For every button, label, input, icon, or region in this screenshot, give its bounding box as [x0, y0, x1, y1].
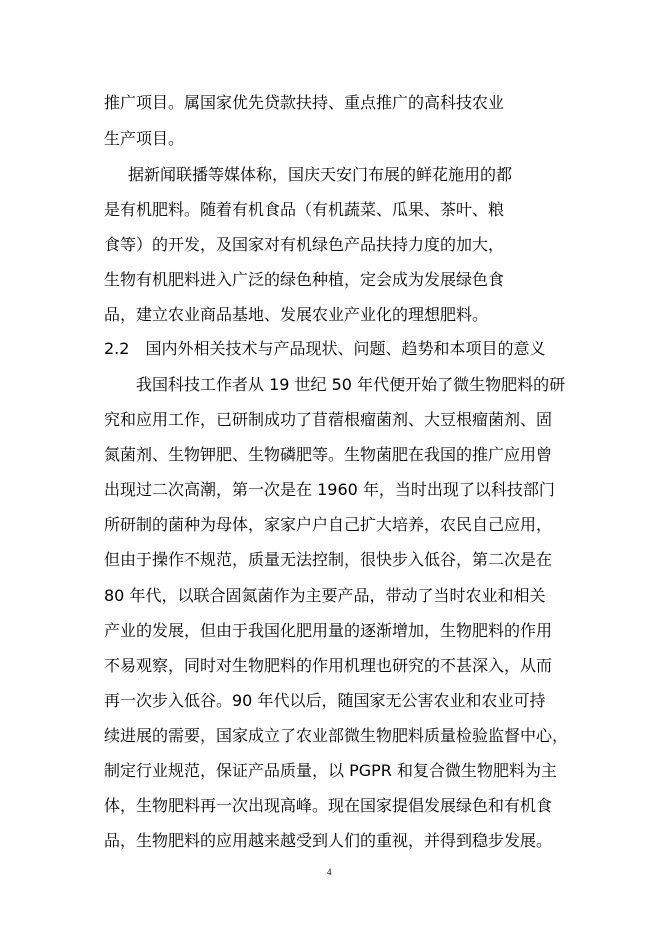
paragraph-3-line-6: 但由于操作不规范，质量无法控制，很快步入低谷，第二次是在 — [104, 550, 553, 569]
paragraph-3-line-3: 氮菌剂、生物钾肥、生物磷肥等。生物菌肥在我国的推广应用曾 — [104, 445, 553, 464]
paragraph-3-line-8: 产业的发展，但由于我国化肥用量的逐渐增加，生物肥料的作用 — [104, 621, 553, 640]
paragraph-3-line-9: 不易观察，同时对生物肥料的作用机理也研究的不甚深入，从而 — [104, 656, 553, 675]
paragraph-3-line-13: 体，生物肥料再一次出现高峰。现在国家提倡发展绿色和有机食 — [104, 796, 553, 815]
paragraph-2-line-4: 生物有机肥料进入广泛的绿色种植，定会成为发展绿色食 — [104, 270, 505, 289]
paragraph-2-line-3: 食等）的开发，及国家对有机绿色产品扶持力度的加大， — [104, 235, 505, 254]
paragraph-3-line-2: 究和应用工作，已研制成功了苜蓿根瘤菌剂、大豆根瘤菌剂、固 — [104, 410, 553, 429]
page-number: 4 — [327, 867, 332, 877]
paragraph-2-line-5: 品，建立农业商品基地、发展农业产业化的理想肥料。 — [104, 305, 489, 324]
paragraph-3-line-12: 制定行业规范，保证产品质量，以 PGPR 和复合微生物肥料为主 — [104, 761, 557, 780]
paragraph-3-line-7: 80 年代，以联合固氮菌作为主要产品，带动了当时农业和相关 — [104, 586, 546, 605]
paragraph-3-line-11: 续进展的需要，国家成立了农业部微生物肥料质量检验监督中心， — [104, 726, 569, 745]
section-heading: 2.2 国内外相关技术与产品现状、问题、趋势和本项目的意义 — [104, 339, 546, 358]
paragraph-2-line-2: 是有机肥料。随着有机食品（有机蔬菜、瓜果、茶叶、粮 — [104, 200, 505, 219]
paragraph-3-line-4: 出现过二次高潮，第一次是在 1960 年，当时出现了以科技部门 — [104, 480, 555, 499]
paragraph-1-line-2: 生产项目。 — [104, 129, 185, 148]
paragraph-3-line-14: 品，生物肥料的应用越来越受到人们的重视，并得到稳步发展。 — [104, 831, 553, 850]
paragraph-3-line-1: 我国科技工作者从 19 世纪 50 年代便开始了微生物肥料的研 — [136, 375, 566, 394]
paragraph-3-line-10: 再一次步入低谷。90 年代以后，随国家无公害农业和农业可持 — [104, 691, 546, 710]
paragraph-1-line-1: 推广项目。属国家优先贷款扶持、重点推广的高科技农业 — [104, 93, 505, 112]
paragraph-2-line-1: 据新闻联播等媒体称，国庆天安门布展的鲜花施用的都 — [128, 165, 513, 184]
paragraph-3-line-5: 所研制的菌种为母体，家家户户自己扩大培养，农民自己应用， — [104, 515, 553, 534]
